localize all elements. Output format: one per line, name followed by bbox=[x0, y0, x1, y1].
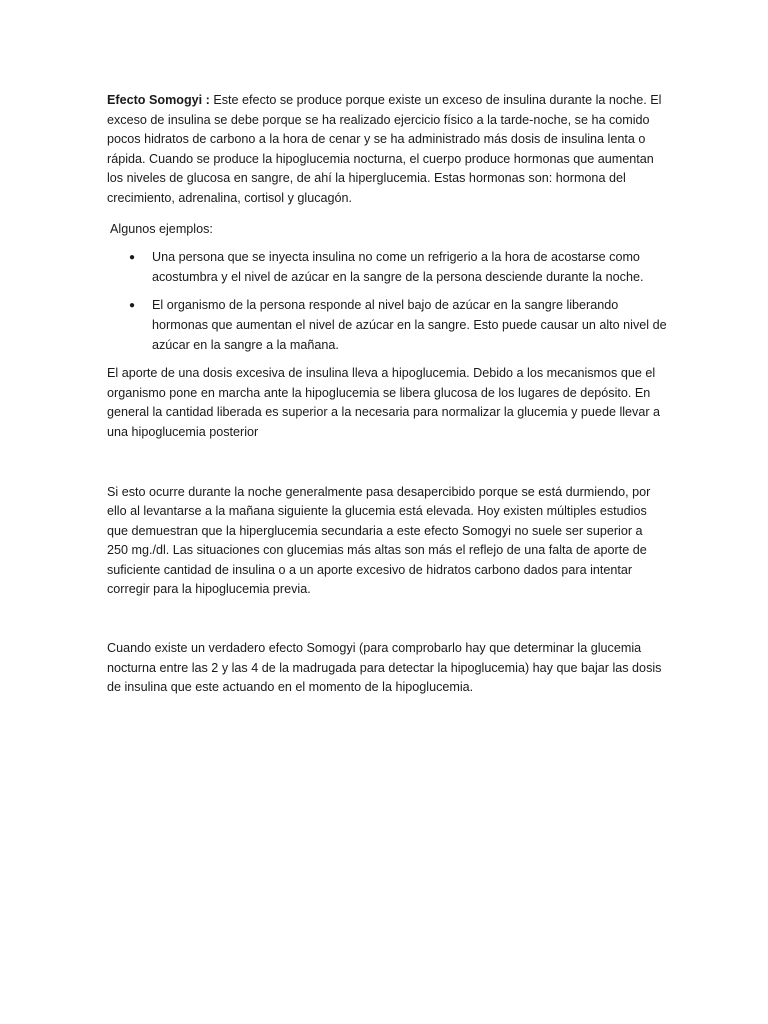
examples-list bbox=[107, 248, 667, 355]
bullet-icon: ● bbox=[129, 252, 136, 264]
paragraph-nighttime: Si esto ocurre durante la noche generalmente pasa desapercibido porque se está durmiendo, por ello al levantarse a la mañana siguiente la glucemia está elevada. Hoy existen múltiples estudios que demuestran que la hiperglucemia secundaria a este efecto Somogyi no suele ser superior a 250 mg./dl. Las situaciones con glucemias más altas son más el reflejo de una falta de aporte de suficiente cantidad de insulina o a un aporte excesivo de hidratos carbono dados para intentar corregir para la hipoglucemia previa. bbox=[107, 484, 651, 597]
list-item bbox=[107, 248, 667, 287]
list-item-text: El organismo de la persona responde al nivel bajo de azúcar en la sangre liberando hormonas que aumentan el nivel de azúcar en la sangre. Esto puede causar un alto nivel de azúcar en la sangre a la mañana. bbox=[152, 298, 667, 352]
paragraph-hypoglycemia: El aporte de una dosis excesiva de insulina lleva a hipoglucemia. Debido a los mecanismos que el organismo pone en marcha ante la hipoglucemia se libera glucosa de los lugares de depósito. En general la cantidad liberada es superior a la necesaria para normalizar la glucemia y puede llevar a una hipoglucemia posterior bbox=[107, 366, 661, 439]
examples-heading: Algunos ejemplos: bbox=[110, 221, 213, 236]
list-item-text: Una persona que se inyecta insulina no come un refrigerio a la hora de acostarse como acostumbra y el nivel de azúcar en la sangre de la persona desciende durante la noche. bbox=[152, 250, 644, 284]
intro-paragraph bbox=[107, 91, 667, 209]
intro-term: Efecto Somogyi : bbox=[107, 93, 210, 107]
document-body bbox=[107, 91, 667, 698]
list-item bbox=[107, 296, 667, 355]
paragraph-treatment: Cuando existe un verdadero efecto Somogyi (para comprobarlo hay que determinar la glucemia nocturna entre las 2 y las 4 de la madrugada para detectar la hipoglucemia) hay que bajar las dosis de insulina que este actuando en el momento de la hipoglucemia. bbox=[107, 641, 662, 695]
intro-text: Este efecto se produce porque existe un exceso de insulina durante la noche. El exceso de insulina se debe porque se ha realizado ejercicio físico a la tarde-noche, se ha comido pocos hidratos de carbono a la hora de cenar y se ha administrado más dosis de insulina lenta o rápida. Cuando se produce la hipoglucemia nocturna, el cuerpo produce hormonas que aumentan los niveles de glucosa en sangre, de ahí la hiperglucemia. Estas hormonas son: hormona del crecimiento, adrenalina, cortisol y glucagón. bbox=[107, 93, 662, 205]
bullet-icon: ● bbox=[129, 300, 136, 312]
